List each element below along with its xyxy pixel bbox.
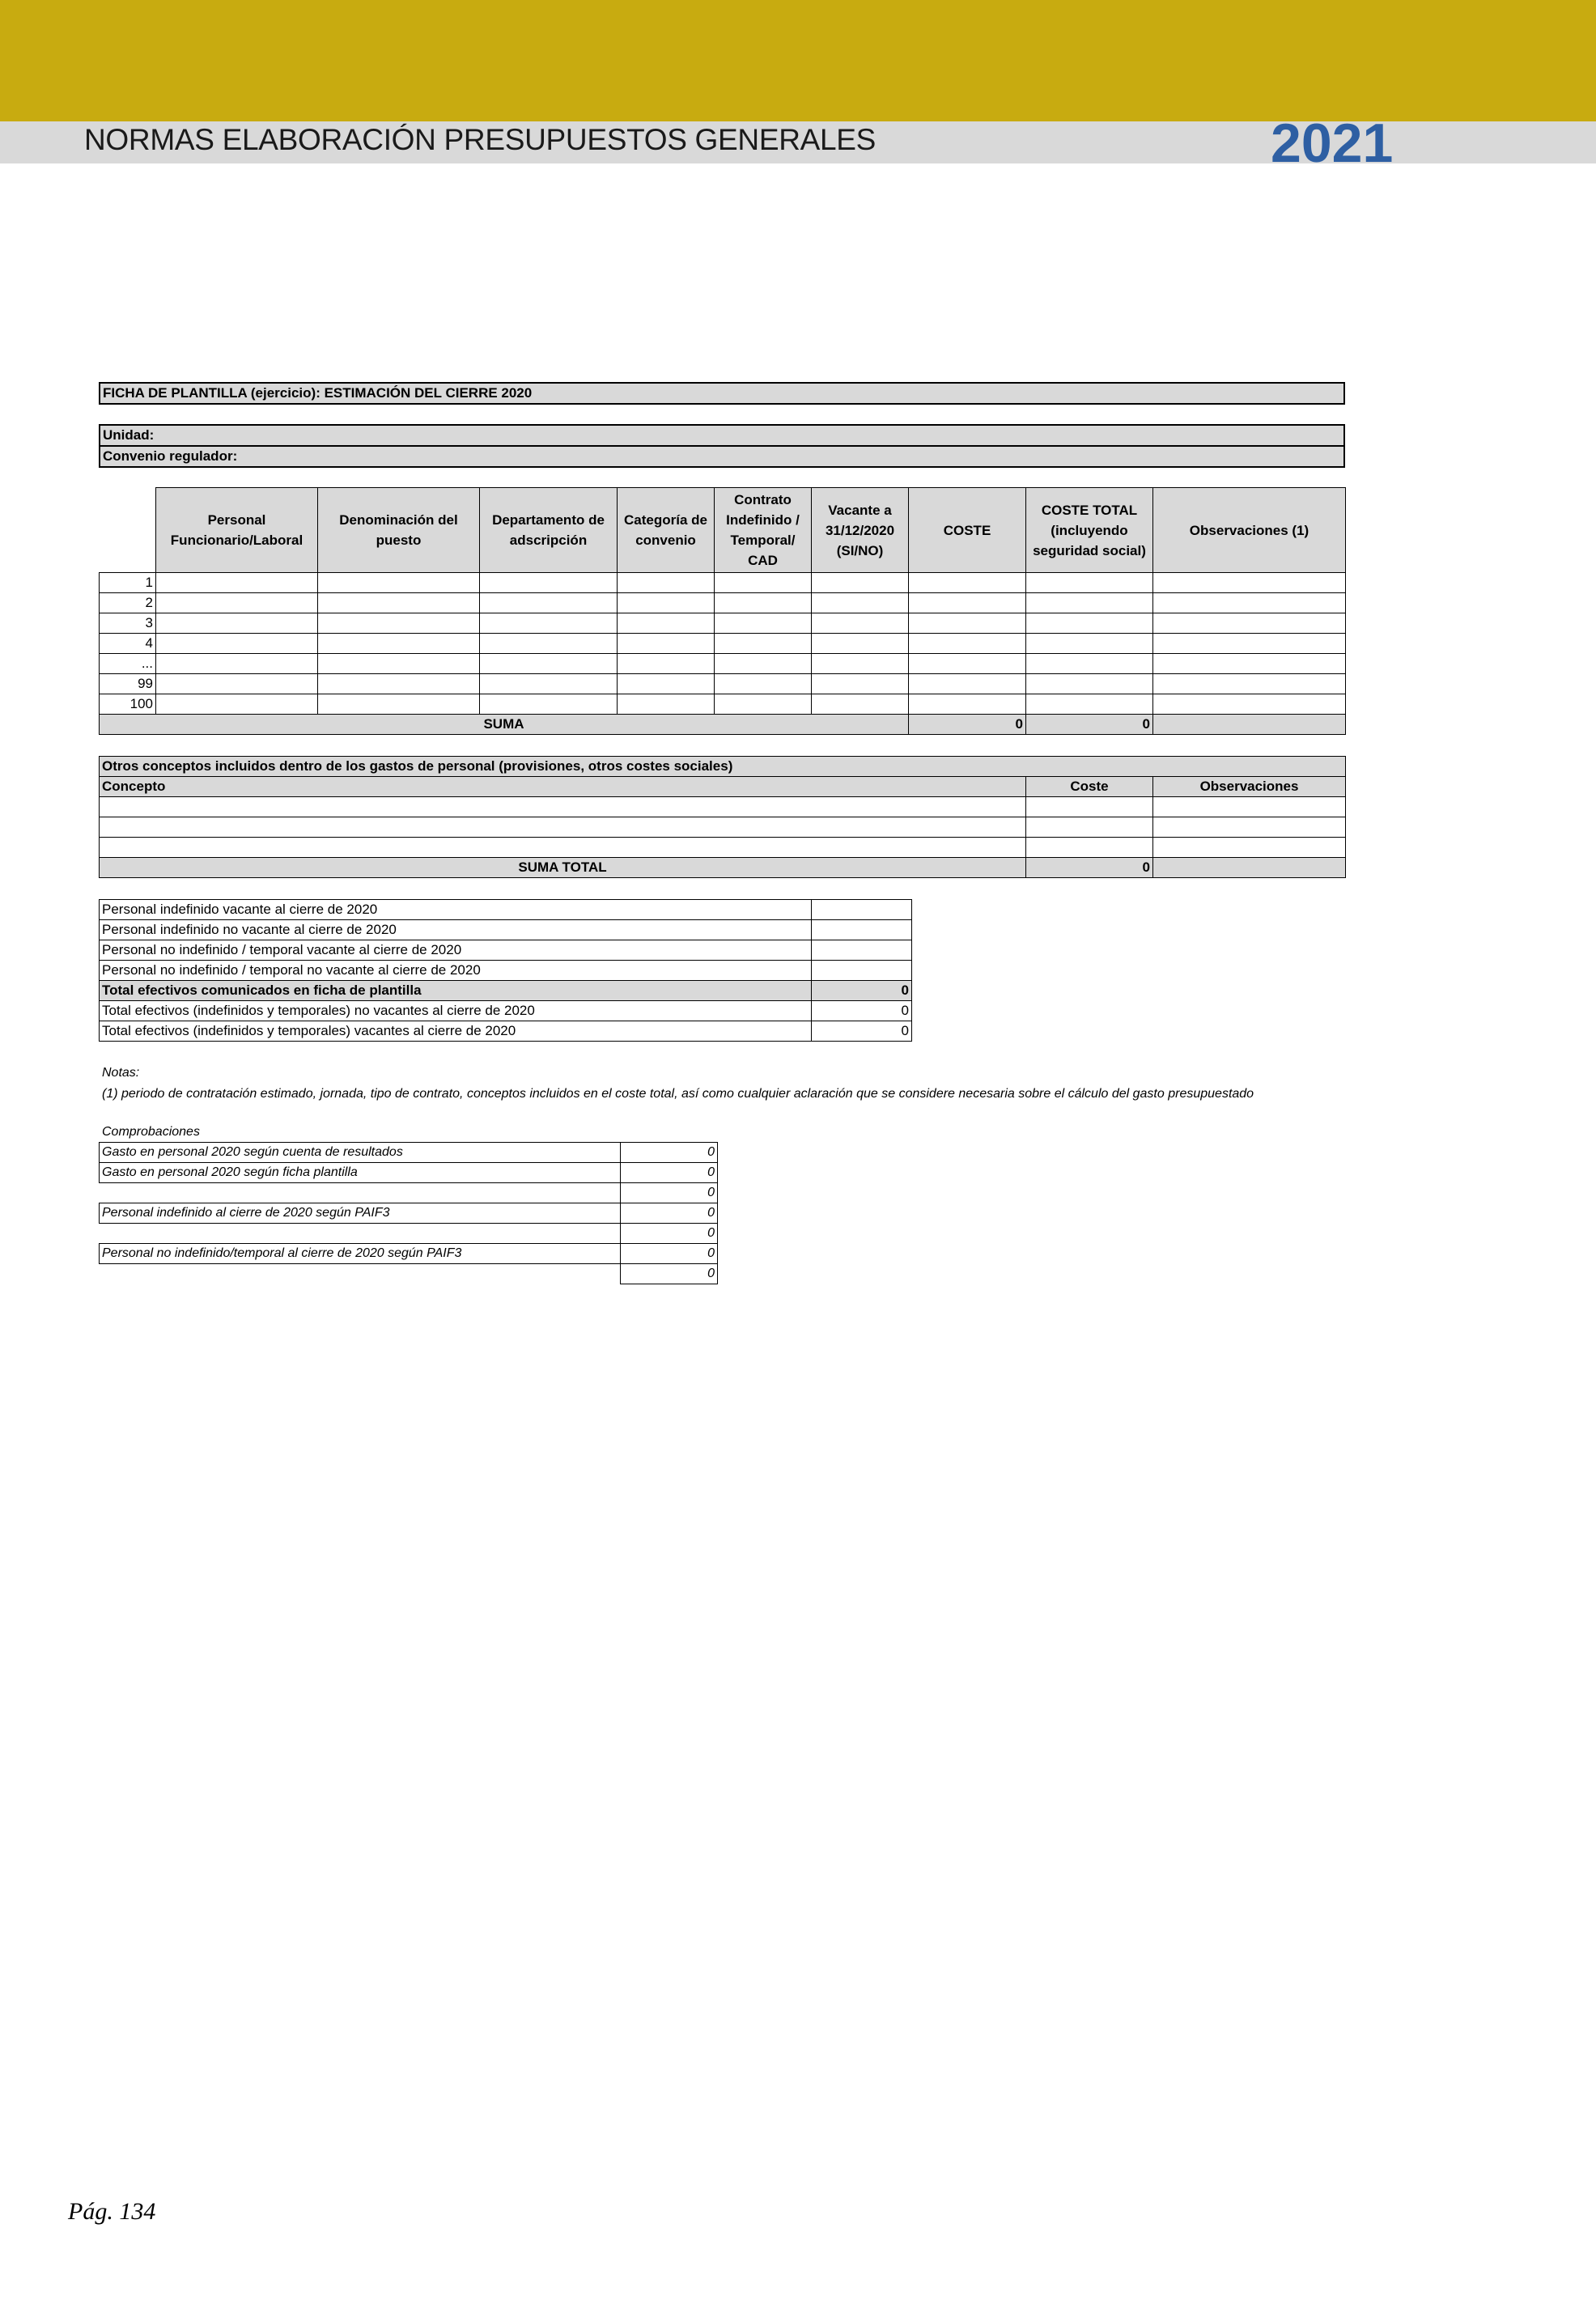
comprobacion-label: Personal no indefinido/temporal al cierre de 2020 según PAIF3 [100, 1244, 621, 1264]
table-cell[interactable] [480, 654, 618, 674]
table-cell[interactable] [812, 613, 909, 634]
table-cell[interactable] [1026, 654, 1153, 674]
summary-value[interactable] [812, 961, 912, 981]
sum-coste-total: 0 [1026, 715, 1153, 735]
table-row [100, 634, 1346, 654]
table-row [100, 593, 1346, 613]
comprobacion-label: Gasto en personal 2020 según ficha plantilla [100, 1163, 621, 1183]
comprobacion-value: 0 [621, 1264, 718, 1284]
concept-obs-cell[interactable] [1153, 797, 1346, 817]
table-row [100, 694, 1346, 715]
comprobacion-row [100, 1163, 718, 1183]
document-title: NORMAS ELABORACIÓN PRESUPUESTOS GENERALES [84, 123, 877, 156]
staff-sum-row [100, 715, 1346, 735]
notes-text: (1) periodo de contratación estimado, jornada, tipo de contrato, conceptos incluidos en el coste total, así como cualquier aclaración que se considere necesaria sobre el cálculo del gasto presupuestado [102, 1087, 1254, 1101]
form-title-box [99, 382, 1345, 405]
comprobacion-value: 0 [621, 1143, 718, 1163]
comprobacion-label [100, 1224, 621, 1244]
table-cell[interactable] [1153, 654, 1346, 674]
table-cell[interactable] [715, 593, 812, 613]
table-cell[interactable] [618, 654, 715, 674]
col-observaciones-other: Observaciones [1153, 777, 1346, 797]
other-concepts-table [99, 756, 1346, 878]
concept-cell[interactable] [100, 817, 1026, 838]
col-categoria: Categoría de convenio [618, 488, 715, 573]
table-cell[interactable] [480, 613, 618, 634]
table-cell[interactable] [812, 674, 909, 694]
concept-coste-cell[interactable] [1026, 797, 1153, 817]
comprobacion-row [100, 1183, 718, 1203]
comprobaciones-table [99, 1142, 718, 1284]
table-cell[interactable] [715, 694, 812, 715]
col-concepto: Concepto [100, 777, 1026, 797]
summary-label: Total efectivos (indefinidos y temporales) no vacantes al cierre de 2020 [100, 1001, 812, 1021]
header-gold-band [0, 0, 1596, 121]
concept-coste-cell[interactable] [1026, 838, 1153, 858]
summary-value[interactable]: 0 [812, 981, 912, 1001]
table-cell[interactable] [156, 573, 318, 593]
summary-label: Personal no indefinido / temporal vacante al cierre de 2020 [100, 940, 812, 961]
page-number: Pág. 134 [68, 2198, 156, 2225]
table-cell[interactable] [1153, 674, 1346, 694]
comprobacion-value: 0 [621, 1203, 718, 1224]
table-cell[interactable] [156, 674, 318, 694]
table-row [100, 573, 1346, 593]
summary-value[interactable] [812, 900, 912, 920]
table-cell[interactable] [909, 674, 1026, 694]
table-cell[interactable] [480, 674, 618, 694]
table-row [100, 654, 1346, 674]
comprobaciones-title: Comprobaciones [102, 1125, 200, 1139]
summary-value[interactable]: 0 [812, 1021, 912, 1042]
sum-label: SUMA [100, 715, 909, 735]
summary-label: Total efectivos comunicados en ficha de plantilla [100, 981, 812, 1001]
table-cell[interactable] [480, 593, 618, 613]
summary-row [100, 940, 912, 961]
table-cell[interactable] [812, 654, 909, 674]
sum-observaciones [1153, 715, 1346, 735]
staff-table-header [100, 488, 1346, 573]
summary-row [100, 1021, 912, 1042]
comprobacion-label: Personal indefinido al cierre de 2020 según PAIF3 [100, 1203, 621, 1224]
table-cell[interactable] [715, 613, 812, 634]
form-sheet [99, 382, 1345, 1284]
table-cell[interactable] [909, 634, 1026, 654]
table-cell[interactable] [812, 634, 909, 654]
table-cell[interactable] [909, 593, 1026, 613]
summary-row [100, 900, 912, 920]
comprobacion-row [100, 1244, 718, 1264]
other-total-row [100, 858, 1346, 878]
row-number: 4 [100, 634, 156, 654]
table-cell[interactable] [715, 573, 812, 593]
comprobacion-value: 0 [621, 1163, 718, 1183]
table-cell[interactable] [909, 654, 1026, 674]
table-cell[interactable] [156, 593, 318, 613]
sum-coste: 0 [909, 715, 1026, 735]
col-coste: COSTE [909, 488, 1026, 573]
table-cell[interactable] [318, 654, 480, 674]
col-coste-other: Coste [1026, 777, 1153, 797]
concept-row [100, 797, 1346, 817]
summary-row [100, 981, 912, 1001]
comprobacion-value: 0 [621, 1224, 718, 1244]
row-number: 1 [100, 573, 156, 593]
table-cell[interactable] [318, 613, 480, 634]
row-number: 2 [100, 593, 156, 613]
table-cell[interactable] [318, 634, 480, 654]
unidad-field[interactable]: Unidad: [100, 425, 1344, 446]
comprobacion-value: 0 [621, 1183, 718, 1203]
form-title: FICHA DE PLANTILLA (ejercicio): ESTIMACIÓN DEL CIERRE 2020 [100, 383, 1344, 404]
comprobacion-label [100, 1183, 621, 1203]
table-cell[interactable] [812, 593, 909, 613]
table-cell[interactable] [1153, 593, 1346, 613]
table-cell[interactable] [1026, 593, 1153, 613]
table-cell[interactable] [715, 654, 812, 674]
table-cell[interactable] [618, 573, 715, 593]
table-cell[interactable] [1026, 634, 1153, 654]
table-cell[interactable] [156, 694, 318, 715]
comprobacion-row [100, 1143, 718, 1163]
notes-label: Notas: [102, 1066, 140, 1080]
table-cell[interactable] [1153, 634, 1346, 654]
row-number: 100 [100, 694, 156, 715]
col-vacante: Vacante a 31/12/2020 (SI/NO) [812, 488, 909, 573]
table-cell[interactable] [909, 613, 1026, 634]
unit-box [99, 424, 1345, 468]
summary-value[interactable]: 0 [812, 1001, 912, 1021]
table-cell[interactable] [1026, 674, 1153, 694]
notes-block [99, 1063, 1345, 1105]
table-cell[interactable] [156, 613, 318, 634]
table-cell[interactable] [480, 634, 618, 654]
row-number: ... [100, 654, 156, 674]
table-row [100, 613, 1346, 634]
col-departamento: Departamento de adscripción [480, 488, 618, 573]
concept-cell[interactable] [100, 797, 1026, 817]
table-cell[interactable] [318, 593, 480, 613]
table-cell[interactable] [480, 694, 618, 715]
col-contrato: Contrato Indefinido / Temporal/ CAD [715, 488, 812, 573]
other-concepts-title: Otros conceptos incluidos dentro de los gastos de personal (provisiones, otros costes sociales) [100, 757, 1346, 777]
row-number: 99 [100, 674, 156, 694]
document-year: 2021 [1271, 112, 1394, 174]
table-cell[interactable] [1026, 613, 1153, 634]
col-personal: Personal Funcionario/Laboral [156, 488, 318, 573]
table-cell[interactable] [909, 573, 1026, 593]
table-cell[interactable] [618, 613, 715, 634]
summary-row [100, 1001, 912, 1021]
comprobacion-label: Gasto en personal 2020 según cuenta de resultados [100, 1143, 621, 1163]
comprobacion-row [100, 1203, 718, 1224]
summary-table [99, 899, 912, 1042]
table-cell[interactable] [618, 634, 715, 654]
row-number: 3 [100, 613, 156, 634]
table-cell[interactable] [1026, 694, 1153, 715]
comprobacion-value: 0 [621, 1244, 718, 1264]
table-cell[interactable] [618, 674, 715, 694]
comprobacion-row [100, 1264, 718, 1284]
comprobacion-label [100, 1264, 621, 1284]
table-cell[interactable] [480, 573, 618, 593]
table-cell[interactable] [715, 674, 812, 694]
comprobacion-row [100, 1224, 718, 1244]
concept-obs-cell[interactable] [1153, 838, 1346, 858]
table-cell[interactable] [618, 694, 715, 715]
table-cell[interactable] [1026, 573, 1153, 593]
summary-row [100, 920, 912, 940]
table-cell[interactable] [715, 634, 812, 654]
table-cell[interactable] [1153, 694, 1346, 715]
concept-obs-cell[interactable] [1153, 817, 1346, 838]
row-number-header [100, 488, 156, 573]
col-denominacion: Denominación del puesto [318, 488, 480, 573]
col-observaciones: Observaciones (1) [1153, 488, 1346, 573]
table-cell[interactable] [618, 593, 715, 613]
table-cell[interactable] [812, 573, 909, 593]
summary-row [100, 961, 912, 981]
table-cell[interactable] [1153, 573, 1346, 593]
other-total-label: SUMA TOTAL [100, 858, 1026, 878]
col-coste-total: COSTE TOTAL (incluyendo seguridad social) [1026, 488, 1153, 573]
concept-coste-cell[interactable] [1026, 817, 1153, 838]
table-cell[interactable] [156, 654, 318, 674]
table-cell[interactable] [318, 573, 480, 593]
summary-value[interactable] [812, 940, 912, 961]
table-cell[interactable] [318, 694, 480, 715]
convenio-field[interactable]: Convenio regulador: [100, 446, 1344, 467]
summary-label: Total efectivos (indefinidos y temporales) vacantes al cierre de 2020 [100, 1021, 812, 1042]
table-cell[interactable] [156, 634, 318, 654]
table-cell[interactable] [1153, 613, 1346, 634]
table-cell[interactable] [909, 694, 1026, 715]
staff-table [99, 487, 1346, 735]
concept-cell[interactable] [100, 838, 1026, 858]
table-row [100, 674, 1346, 694]
other-total-value: 0 [1026, 858, 1153, 878]
concept-row [100, 838, 1346, 858]
summary-label: Personal no indefinido / temporal no vacante al cierre de 2020 [100, 961, 812, 981]
summary-label: Personal indefinido vacante al cierre de 2020 [100, 900, 812, 920]
summary-value[interactable] [812, 920, 912, 940]
other-total-obs [1153, 858, 1346, 878]
table-cell[interactable] [812, 694, 909, 715]
table-cell[interactable] [318, 674, 480, 694]
concept-row [100, 817, 1346, 838]
summary-label: Personal indefinido no vacante al cierre de 2020 [100, 920, 812, 940]
